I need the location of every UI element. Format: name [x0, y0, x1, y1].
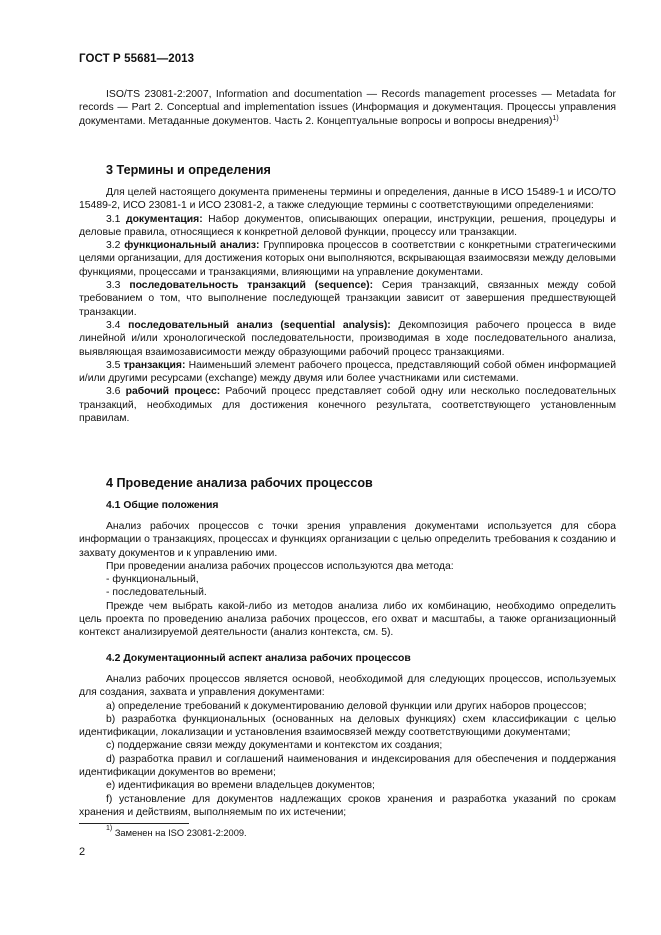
term-definition: Набор документов, описывающих операции, инструкции, решения, процедуры и деловые правила, относящиеся к конкретной деловой функции, процессу или транзакции.: [79, 213, 616, 238]
term-3-4: 3.4 последовательный анализ (sequential analysis): Декомпозиция рабочего процесса в виде линейной и/или хронологической последовательности, производимая в ходе последовательного анализа, выявляющая взаимозависимости между образующими рабочий процесс транзакциями.: [79, 319, 616, 358]
section-3-lead: Для целей настоящего документа применены термины и определения, данные в ИСО 15489-1 и ИСО/ТО 15489-2, ИСО 23081-1 и ИСО 23081-2, а также следующие термины с соответствующими определениями:: [79, 187, 616, 212]
list-item: c) поддержание связи между документами и контекстом их создания;: [106, 740, 443, 752]
list-item: - функциональный,: [106, 574, 199, 586]
term-name: транзакция:: [123, 359, 186, 371]
section-3-title: 3 Термины и определения: [106, 163, 271, 177]
footnote: [106, 825, 247, 838]
subsection-4-1-title: 4.1 Общие положения: [106, 500, 219, 511]
subsection-4-2-title: 4.2 Документационный аспект анализа рабочих процессов: [106, 653, 411, 664]
term-3-5: 3.5 транзакция: Наименьший элемент рабочего процесса, представляющий собой обмен информацией и/или другими ресурсами (exchange) между двумя или более участниками или системами.: [79, 359, 617, 385]
paragraph: Анализ рабочих процессов с точки зрения управления документами используется для сбора информации о транзакциях, процессах и функциях организации с целью определить требования к созданию и захвату документов и к управлению ими.: [79, 521, 616, 559]
footnote-text: Заменен на ISO 23081-2:2009.: [112, 828, 247, 838]
term-3-3: 3.3 последовательность транзакций (sequence): Серия транзакций, связанных между собой требованием о том, что выполнение последующей транзакции зависит от завершения предшествующей транзакции.: [79, 280, 616, 318]
term-3-2: 3.2 функциональный анализ: Группировка процессов в соответствии с конкретными стратегическими целями организации, для достижения которых они выполняются, вскрывающая взаимосвязи между деловыми функциями, процессами и транзакциями, влияющими на управление документами.: [79, 240, 617, 278]
term-definition: Декомпозиция рабочего процесса в виде линейной и/или хронологической последовательности, производимая в ходе последовательного анализа, выявляющая взаимозависимости между образующими рабочий процесс транзакциями.: [79, 319, 616, 358]
subsection-4-2-body: [79, 673, 616, 819]
paragraph: Прежде чем выбрать какой-либо из методов анализа либо их комбинацию, необходимо определить цель проекта по проведению анализа рабочих процессов, его охват и масштабы, а также организационный контекст анализируемой деятельности (анализ контекста, см. 5).: [79, 600, 616, 639]
section-4-title: 4 Проведение анализа рабочих процессов: [106, 476, 373, 490]
intro-paragraph: [79, 88, 616, 128]
term-3-6: 3.6 рабочий процесс: Рабочий процесс представляет собой одну или несколько последовательных транзакций, необходимых для достижения конечного результата, соответствующего установленным правилам.: [79, 386, 617, 425]
footnote-marker: 1): [106, 825, 113, 832]
page-number: 2: [79, 846, 86, 858]
document-header: ГОСТ Р 55681—2013: [79, 53, 195, 65]
footnote-divider: [79, 823, 189, 824]
list-item: - последовательный.: [106, 587, 207, 599]
paragraph: Анализ рабочих процессов является основой, необходимой для следующих процессов, используемых для создания, захвата и управления документами:: [79, 674, 616, 699]
list-item: a) определение требований к документированию деловой функции или других наборов процессов;: [106, 700, 587, 712]
term-name: последовательность транзакций (sequence):: [129, 280, 374, 292]
term-name: документация:: [125, 213, 203, 225]
term-definition: Рабочий процесс представляет собой одну или несколько последовательных транзакций, необходимых для достижения конечного результата, соответствующего установленным правилам.: [79, 386, 617, 425]
term-3-1: 3.1 документация: Набор документов, описывающих операции, инструкции, решения, процедуры и деловые правила, относящиеся к конкретной деловой функции, процессу или транзакции.: [79, 213, 616, 238]
subsection-4-1-body: [79, 520, 616, 640]
section-3-body: [79, 186, 616, 425]
list-item: d) разработка правил и соглашений наименования и индексирования для обеспечения и поддержания идентификации документов во времени;: [79, 753, 616, 779]
term-name: функциональный анализ:: [124, 240, 260, 252]
paragraph: При проведении анализа рабочих процессов используются два метода:: [106, 560, 454, 572]
term-definition: Серия транзакций, связанных между собой требованием о том, что выполнение последующей транзакции зависит от завершения предшествующей транзакции.: [79, 280, 616, 318]
term-name: последовательный анализ (sequential analysis):: [128, 319, 391, 331]
intro-text: ISO/TS 23081-2:2007, Information and documentation — Records management processes — Metadata for records — Part 2. Conceptual and implementation issues (Информация и документация. Процессы управления документами. Метаданные документов. Часть 2. Концептуальные вопросы и вопросы внедрения): [79, 89, 616, 127]
term-definition: Группировка процессов в соответствии с конкретными стратегическими целями организации, для достижения которых они выполняются, вскрывающая взаимосвязи между деловыми функциями, процессами и транзакциями, влияющими на управление документами.: [79, 240, 617, 278]
term-name: рабочий процесс:: [125, 386, 221, 398]
list-item: b) разработка функциональных (основанных на деловых функциях) схем классификации с целью идентификации, локализации и установления взаимосвязей между соответствующими документами;: [79, 713, 616, 739]
term-definition: Наименьший элемент рабочего процесса, представляющий собой обмен информацией и/или другими ресурсами (exchange) между двумя или более участниками или системами.: [79, 359, 617, 385]
list-item: f) установление для документов надлежащих сроков хранения и разработка указаний по срокам хранения и действиям, выполняемым по их истечении;: [79, 793, 616, 818]
footnote-ref: 1): [552, 114, 559, 122]
list-item: e) идентификация во времени владельцев документов;: [106, 780, 375, 792]
